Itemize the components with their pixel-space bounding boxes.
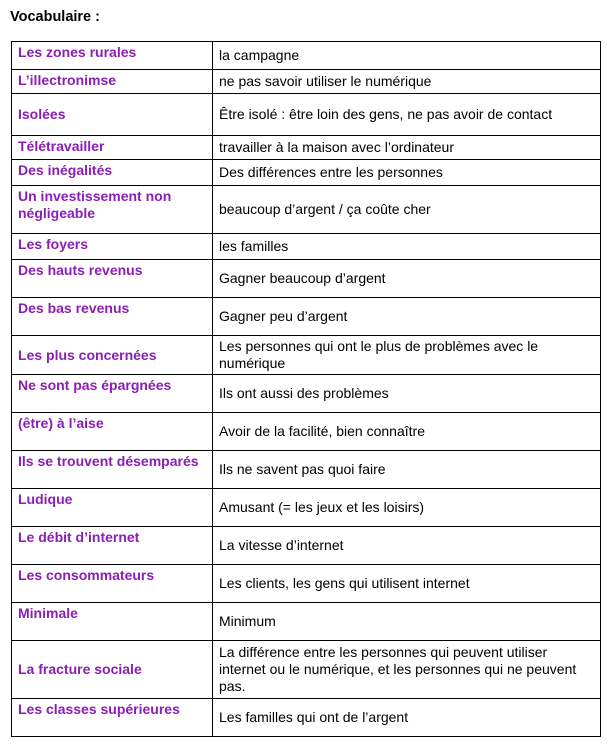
- term-cell: Isolées: [12, 94, 213, 136]
- term-cell: La fracture sociale: [12, 641, 213, 699]
- term-cell: Les foyers: [12, 234, 213, 260]
- table-row: [12, 336, 601, 375]
- definition-cell: Avoir de la facilité, bien connaître: [213, 413, 601, 451]
- table-row: [12, 70, 601, 94]
- table-row: [12, 186, 601, 234]
- definition-cell: Être isolé : être loin des gens, ne pas avoir de contact: [213, 94, 601, 136]
- definition-cell: beaucoup d’argent / ça coûte cher: [213, 186, 601, 234]
- table-row: [12, 298, 601, 336]
- table-row: [12, 413, 601, 451]
- definition-cell: ne pas savoir utiliser le numérique: [213, 70, 601, 94]
- table-row: [12, 94, 601, 136]
- table-row: [12, 375, 601, 413]
- term-cell: Les zones rurales: [12, 42, 213, 70]
- definition-cell: Les familles qui ont de l’argent: [213, 699, 601, 737]
- table-row: [12, 527, 601, 565]
- definition-cell: Les personnes qui ont le plus de problèmes avec le numérique: [213, 336, 601, 375]
- definition-cell: Gagner peu d’argent: [213, 298, 601, 336]
- table-row: [12, 160, 601, 186]
- table-row: [12, 234, 601, 260]
- definition-cell: Gagner beaucoup d’argent: [213, 260, 601, 298]
- definition-cell: La vitesse d’internet: [213, 527, 601, 565]
- term-cell: Le débit d’internet: [12, 527, 213, 565]
- definition-cell: la campagne: [213, 42, 601, 70]
- term-cell: Les classes supérieures: [12, 699, 213, 737]
- table-row: [12, 42, 601, 70]
- definition-cell: les familles: [213, 234, 601, 260]
- table-row: [12, 489, 601, 527]
- term-cell: Des hauts revenus: [12, 260, 213, 298]
- term-cell: Télétravailler: [12, 136, 213, 160]
- term-cell: Les plus concernées: [12, 336, 213, 375]
- definition-cell: Des différences entre les personnes: [213, 160, 601, 186]
- term-cell: (être) à l’aise: [12, 413, 213, 451]
- table-row: [12, 136, 601, 160]
- definition-cell: La différence entre les personnes qui peuvent utiliser internet ou le numérique, et les personnes qui ne peuvent pas.: [213, 641, 601, 699]
- term-cell: Des inégalités: [12, 160, 213, 186]
- table-row: [12, 565, 601, 603]
- term-cell: L’illectronimse: [12, 70, 213, 94]
- vocabulary-table: [11, 41, 601, 737]
- definition-cell: Les clients, les gens qui utilisent internet: [213, 565, 601, 603]
- definition-cell: Amusant (= les jeux et les loisirs): [213, 489, 601, 527]
- table-row: [12, 260, 601, 298]
- term-cell: Ils se trouvent désemparés: [12, 451, 213, 489]
- term-cell: Les consommateurs: [12, 565, 213, 603]
- table-row: [12, 603, 601, 641]
- table-row: [12, 641, 601, 699]
- definition-cell: Minimum: [213, 603, 601, 641]
- term-cell: Ne sont pas épargnées: [12, 375, 213, 413]
- definition-cell: Ils ont aussi des problèmes: [213, 375, 601, 413]
- table-row: [12, 699, 601, 737]
- term-cell: Des bas revenus: [12, 298, 213, 336]
- definition-cell: travailler à la maison avec l’ordinateur: [213, 136, 601, 160]
- term-cell: Minimale: [12, 603, 213, 641]
- page-heading: Vocabulaire :: [10, 9, 100, 25]
- definition-cell: Ils ne savent pas quoi faire: [213, 451, 601, 489]
- term-cell: Un investissement non négligeable: [12, 186, 213, 234]
- table-row: [12, 451, 601, 489]
- term-cell: Ludique: [12, 489, 213, 527]
